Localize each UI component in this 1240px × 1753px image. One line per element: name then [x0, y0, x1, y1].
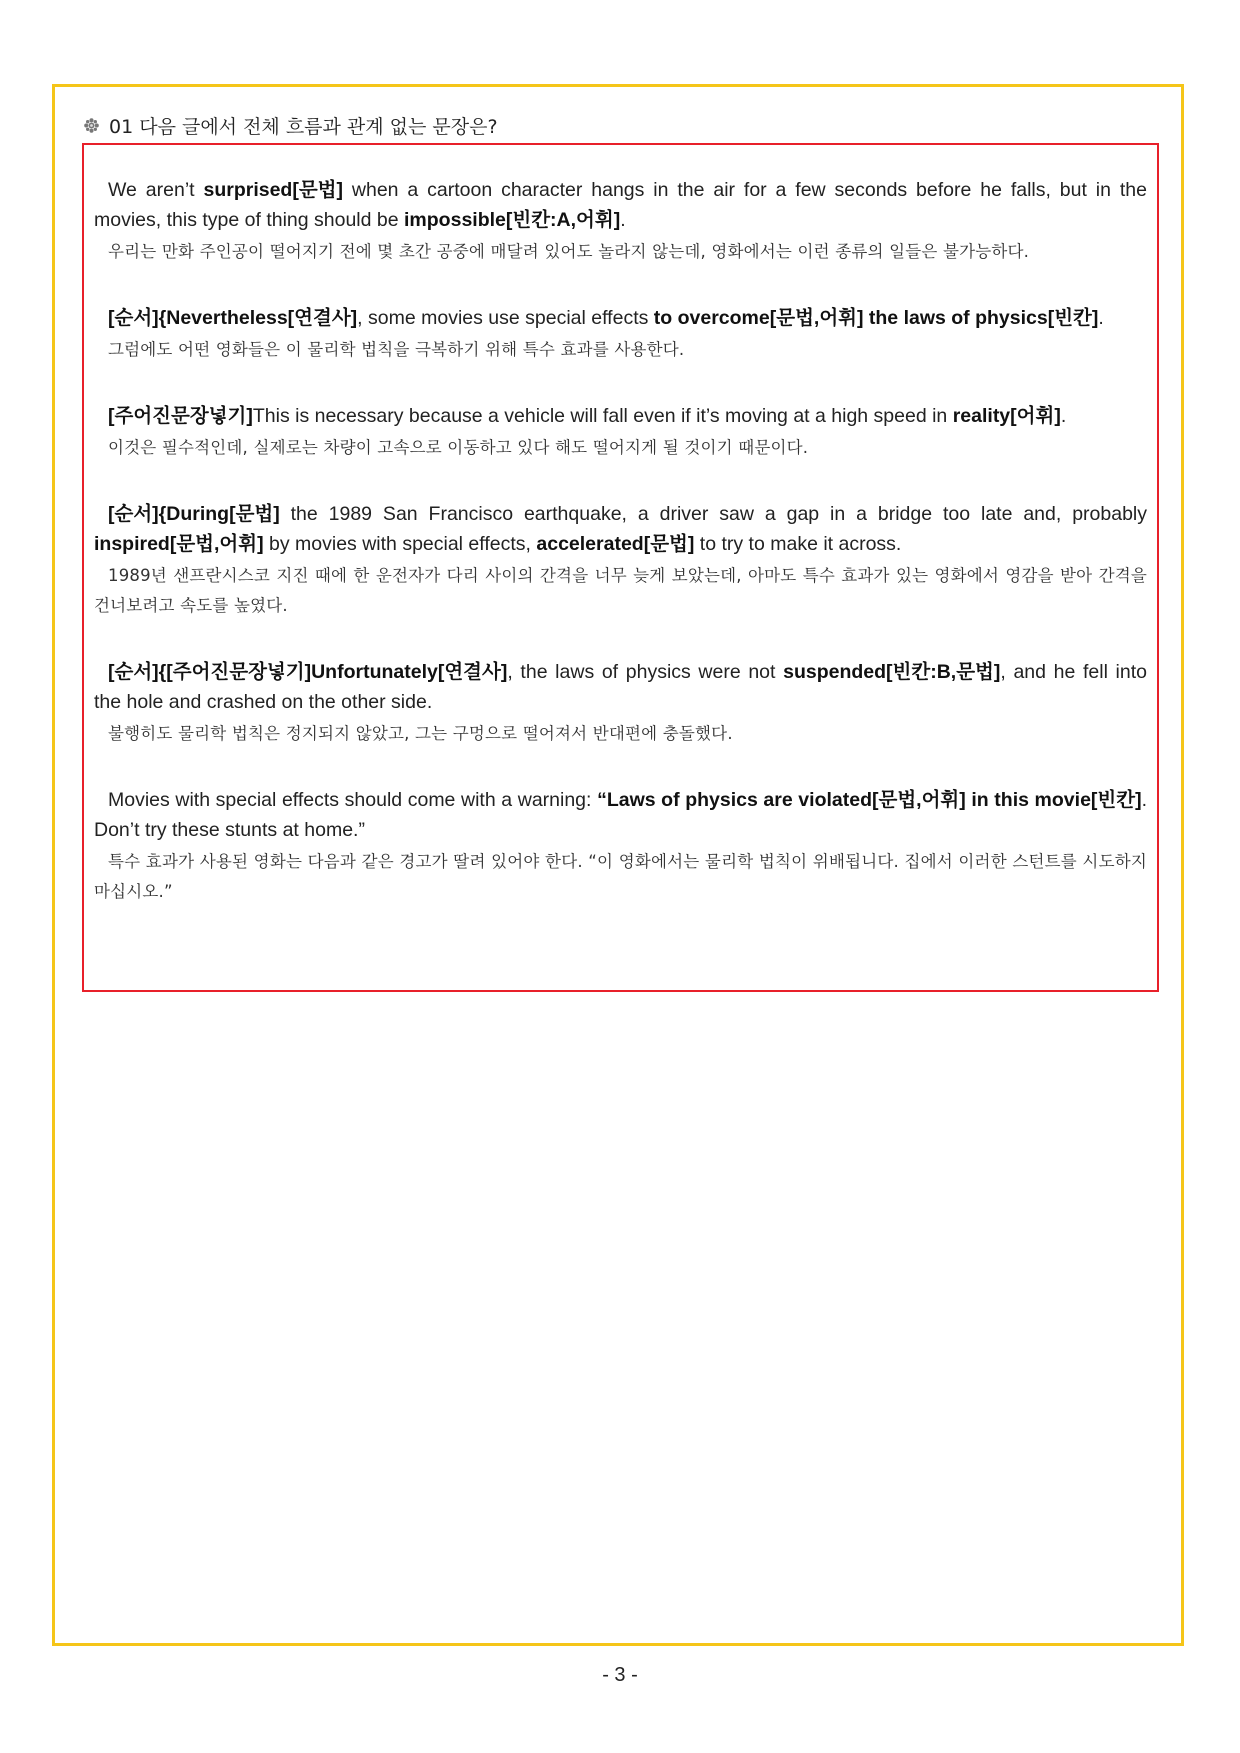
question-heading: [84, 112, 498, 139]
english-sentence: Movies with special effects should come with a warning: “Laws of physics are violated[문법,어휘] in this movie[빈칸]. Don’t try these stunts at home.”: [94, 789, 1147, 841]
korean-translation: 이것은 필수적인데, 실제로는 차량이 고속으로 이동하고 있다 해도 떨어지게 될 것이기 때문이다.: [108, 438, 809, 457]
page-number: - 3 -: [602, 1664, 638, 1686]
passage-paragraph: [94, 785, 1147, 907]
english-sentence: [주어진문장넣기]This is necessary because a vehicle will fall even if it’s moving at a high speed in reality[어휘].: [108, 405, 1067, 427]
flower-bullet-icon: [84, 118, 99, 133]
korean-translation: 그럼에도 어떤 영화들은 이 물리학 법칙을 극복하기 위해 특수 효과를 사용한다.: [108, 340, 685, 359]
passage-paragraph: [94, 657, 1147, 749]
english-sentence: [순서]{Nevertheless[연결사], some movies use special effects to overcome[문법,어휘] the laws of physics[빈칸].: [108, 307, 1104, 329]
english-sentence: [순서]{[주어진문장넣기]Unfortunately[연결사], the laws of physics were not suspended[빈칸:B,문법], and he fell into the hole and crashed on the other side.: [94, 661, 1147, 713]
passage-paragraph: [94, 499, 1147, 621]
korean-translation: 특수 효과가 사용된 영화는 다음과 같은 경고가 딸려 있어야 한다. “이 영화에서는 물리학 법칙이 위배됩니다. 집에서 이러한 스턴트를 시도하지 마십시오.”: [94, 852, 1147, 901]
passage-box: [82, 143, 1159, 992]
korean-translation: 1989년 샌프란시스코 지진 때에 한 운전자가 다리 사이의 간격을 너무 늦게 보았는데, 아마도 특수 효과가 있는 영화에서 영감을 받아 간격을 건너보려고 속도를 높였다.: [94, 566, 1147, 615]
passage-paragraph: [94, 175, 1147, 267]
english-sentence: We aren’t surprised[문법] when a cartoon character hangs in the air for a few seconds before he falls, but in the movies, this type of thing should be impossible[빈칸:A,어휘].: [94, 179, 1147, 231]
english-sentence: [순서]{During[문법] the 1989 San Francisco earthquake, a driver saw a gap in a bridge too late and, probably inspired[문법,어휘] by movies with special effects, accelerated[문법] to try to make it across.: [94, 503, 1147, 555]
korean-translation: 불행히도 물리학 법칙은 정지되지 않았고, 그는 구멍으로 떨어져서 반대편에 충돌했다.: [108, 724, 733, 743]
passage-paragraph: [94, 401, 1147, 463]
passage-paragraph: [94, 303, 1147, 365]
question-text: 01 다음 글에서 전체 흐름과 관계 없는 문장은?: [109, 116, 498, 138]
korean-translation: 우리는 만화 주인공이 떨어지기 전에 몇 초간 공중에 매달려 있어도 놀라지 않는데, 영화에서는 이런 종류의 일들은 불가능하다.: [108, 242, 1030, 261]
